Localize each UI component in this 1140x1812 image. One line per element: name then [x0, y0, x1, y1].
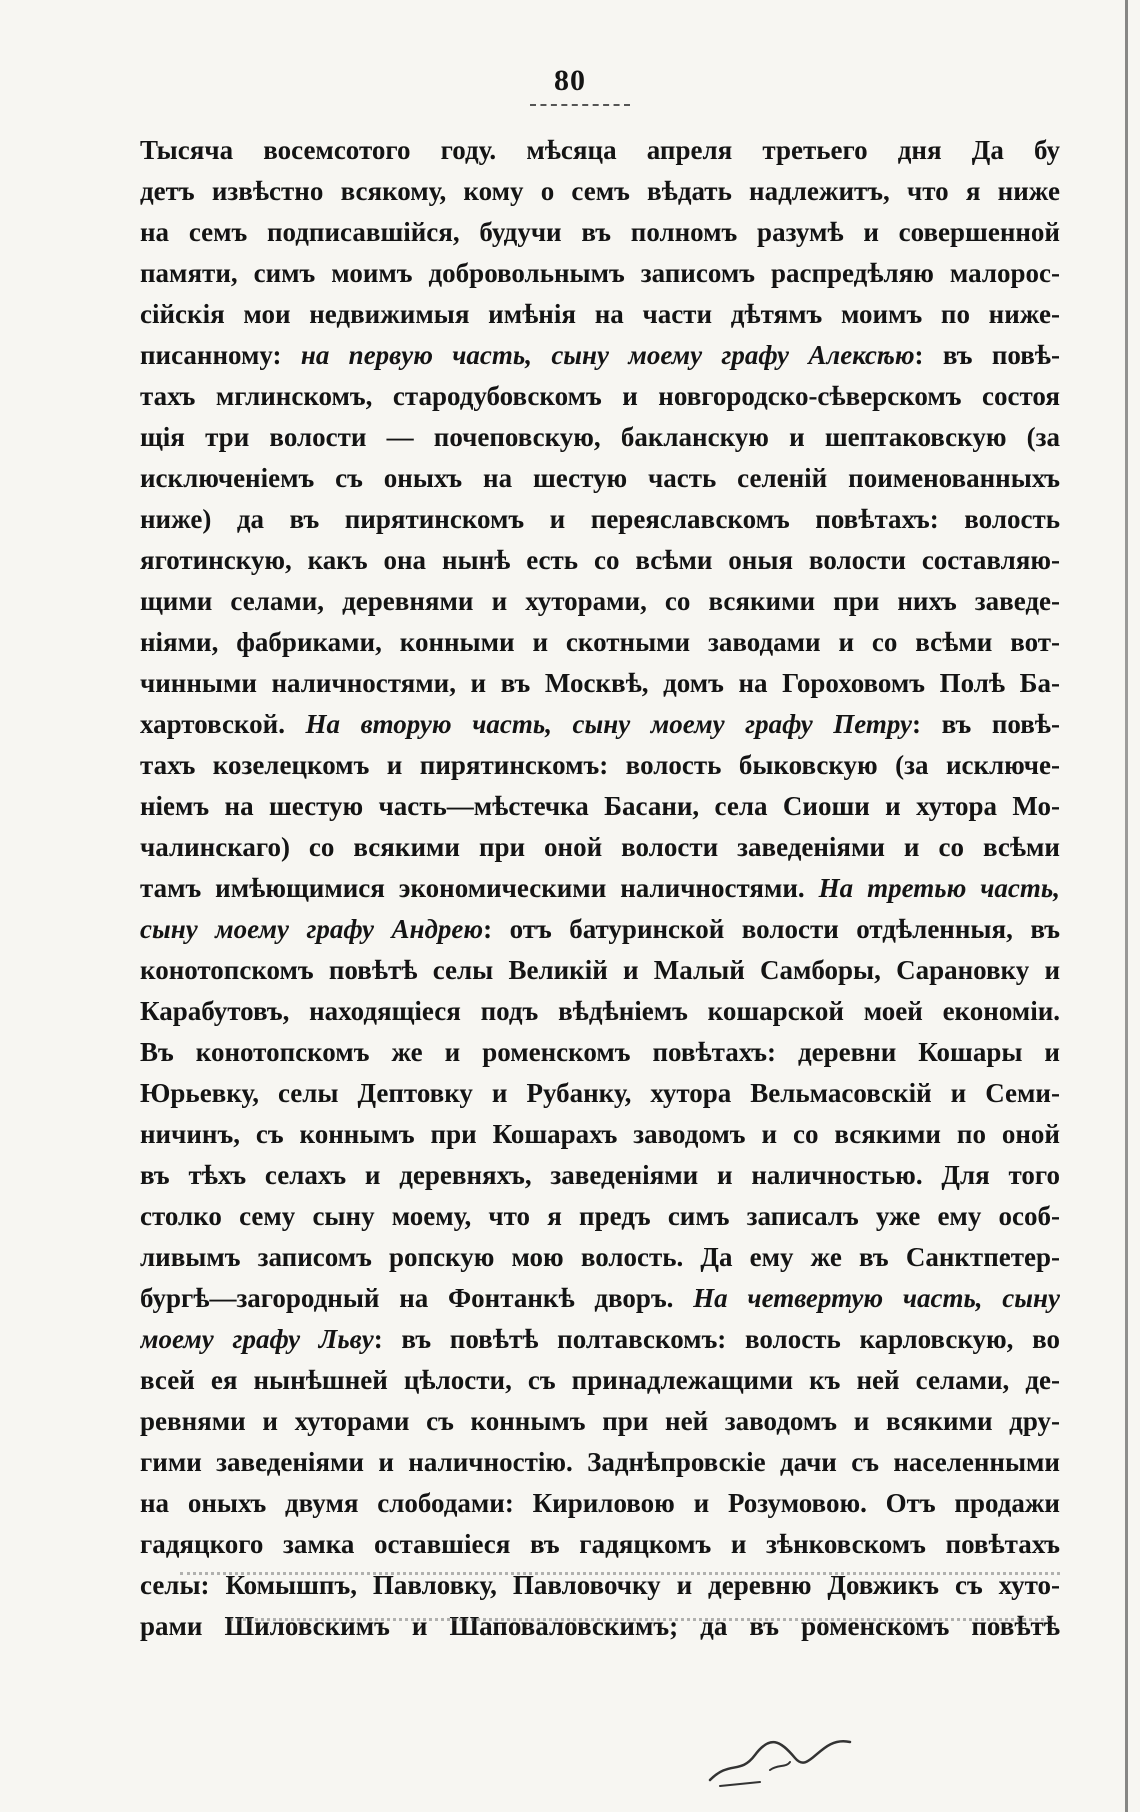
text-line: ничинъ, съ коннымъ при Кошарахъ заводомъ и со всякими по оной	[140, 1119, 1060, 1149]
text-line: всей ея нынѣшней цѣлости, съ принадлежащими къ ней селами, де-	[140, 1365, 1060, 1395]
text-line: сійскія мои недвижимыя имѣнія на части дѣтямъ моимъ по ниже-	[140, 299, 1060, 329]
bleed-through-noise	[230, 1618, 1050, 1631]
text-line	[140, 335, 1060, 376]
italic-heading-fragment: на первую часть, сыну моему графу Алексѣю	[300, 340, 915, 370]
text-fragment: писанному:	[140, 340, 301, 370]
ink-scribble-mark	[700, 1720, 860, 1790]
text-line: ніями, фабриками, конными и скотными заводами и со всѣми вот-	[140, 627, 1060, 657]
text-line: Тысяча восемсотого году. мѣсяца апреля третьего дня Да бу	[140, 135, 1060, 165]
text-body	[140, 130, 1060, 1647]
text-line: рами Шиловскимъ и Шаповаловскимъ; да въ роменскомъ повѣтѣ	[140, 1611, 1060, 1641]
text-line: детъ извѣстно всякому, кому о семъ вѣдать надлежитъ, что я ниже	[140, 176, 1060, 206]
text-line: чалинскаго) со всякими при оной волости заведеніями и со всѣми	[140, 832, 1060, 862]
page-edge-shadow	[1125, 0, 1128, 1812]
italic-heading-fragment: На четвертую часть, сыну	[693, 1283, 1060, 1313]
text-line: въ тѣхъ селахъ и деревняхъ, заведеніями и наличностью. Для того	[140, 1160, 1060, 1190]
text-line: на оныхъ двумя слободами: Кириловою и Розумовою. Отъ продажи	[140, 1488, 1060, 1518]
italic-heading-fragment: На третью часть,	[818, 873, 1060, 903]
text-line: яготинскую, какъ она нынѣ есть со всѣми оныя волости составляю-	[140, 545, 1060, 575]
text-line: тахъ козелецкомъ и пирятинскомъ: волость быковскую (за исключе-	[140, 750, 1060, 780]
italic-heading-fragment: моему графу Льву	[140, 1324, 374, 1354]
text-line: Юрьевку, селы Дептовку и Рубанку, хутора Вельмасовскій и Семи-	[140, 1078, 1060, 1108]
text-fragment: бургѣ—загородный на Фонтанкѣ дворъ.	[140, 1283, 694, 1313]
text-line: тахъ мглинскомъ, стародубовскомъ и новгородско-сѣверскомъ состоя	[140, 381, 1060, 411]
italic-heading-fragment: сыну моему графу Андрею	[140, 914, 484, 944]
italic-heading-fragment: На вторую часть, сыну моему графу Петру	[305, 709, 913, 739]
text-line	[140, 1278, 1060, 1319]
text-line: щія три волости — почеповскую, бакланскую и шептаковскую (за	[140, 422, 1060, 452]
text-fragment: тамъ имѣющимися экономическими наличностями.	[140, 873, 819, 903]
text-line	[140, 909, 1060, 950]
text-fragment: : въ повѣ-	[914, 340, 1060, 370]
text-line: конотопскомъ повѣтѣ селы Великій и Малый Самборы, Сарановку и	[140, 955, 1060, 985]
page-number: 80	[554, 64, 586, 97]
text-line	[140, 704, 1060, 745]
text-line: гими заведеніями и наличностію. Заднѣпровскіе дачи съ населенными	[140, 1447, 1060, 1477]
text-line: чинными наличностями, и въ Москвѣ, домъ на Гороховомъ Полѣ Ба-	[140, 668, 1060, 698]
text-line: ниже) да въ пирятинскомъ и переяславскомъ повѣтахъ: волость	[140, 504, 1060, 534]
text-fragment: : въ повѣтѣ полтавскомъ: волость карловскую, во	[373, 1324, 1060, 1354]
text-line: Карабутовъ, находящіеся подъ вѣдѣніемъ кошарской моей економіи.	[140, 996, 1060, 1026]
text-line	[140, 1319, 1060, 1360]
text-fragment: : отъ батуринской волости отдѣленныя, въ	[483, 914, 1060, 944]
text-line: на семъ подписавшійся, будучи въ полномъ разумѣ и совершенной	[140, 217, 1060, 247]
text-line: Въ конотопскомъ же и роменскомъ повѣтахъ: деревни Кошары и	[140, 1037, 1060, 1067]
text-line: ніемъ на шестую часть—мѣстечка Басани, села Сиоши и хутора Мо-	[140, 791, 1060, 821]
text-line: памяти, симъ моимъ добровольнымъ записомъ распредѣляю малорос-	[140, 258, 1060, 288]
text-fragment: хартовской.	[140, 709, 306, 739]
text-line: ревнями и хуторами съ коннымъ при ней заводомъ и всякими дру-	[140, 1406, 1060, 1436]
text-line: исключеніемъ съ оныхъ на шестую часть селеній поименованныхъ	[140, 463, 1060, 493]
bleed-through-noise	[180, 1572, 1060, 1585]
text-line: столко сему сыну моему, что я предъ симъ записалъ уже ему особ-	[140, 1201, 1060, 1231]
text-line: селы: Комышпъ, Павловку, Павловочку и деревню Довжикъ съ хуто-	[140, 1570, 1060, 1600]
page-number-rule	[530, 104, 630, 106]
text-fragment: : въ повѣ-	[912, 709, 1060, 739]
text-line: ливымъ записомъ ропскую мою волость. Да ему же въ Санктпетер-	[140, 1242, 1060, 1272]
text-line	[140, 868, 1060, 909]
text-line: гадяцкого замка оставшіеся въ гадяцкомъ и зѣнковскомъ повѣтахъ	[140, 1529, 1060, 1559]
text-line: щими селами, деревнями и хуторами, со всякими при нихъ заведе-	[140, 586, 1060, 616]
